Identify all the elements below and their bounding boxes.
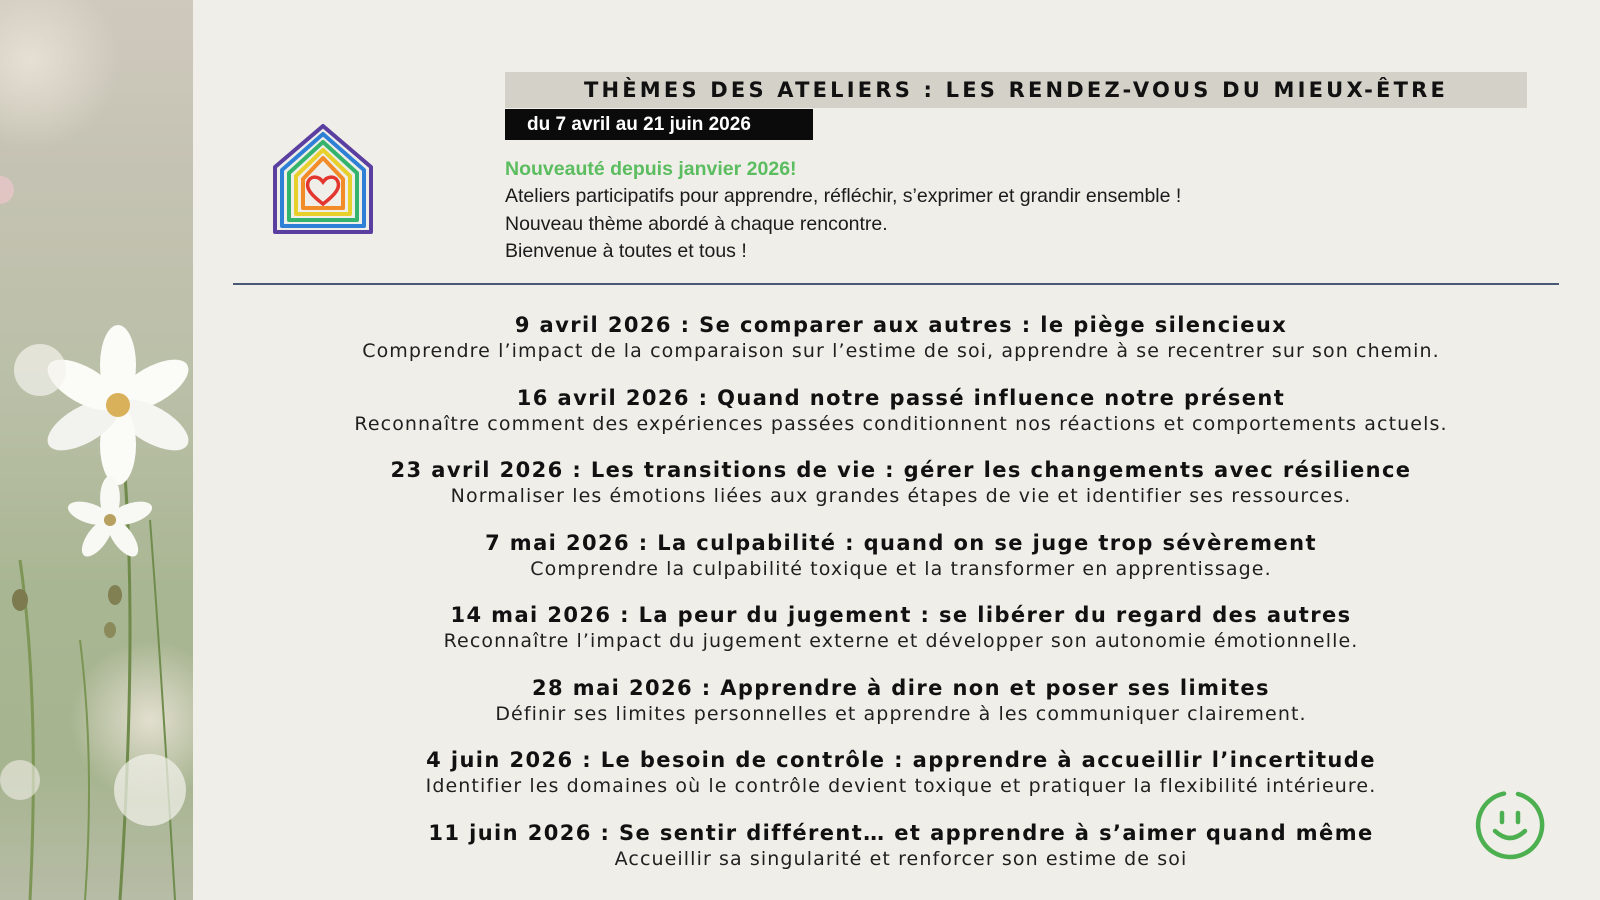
date-range-badge: du 7 avril au 21 juin 2026: [505, 109, 813, 140]
session-title: 7 mai 2026 : La culpabilité : quand on se juge trop sévèrement: [485, 530, 1317, 555]
section-divider: [233, 283, 1559, 285]
header-bar: [505, 72, 1527, 108]
session-title: 9 avril 2026 : Se comparer aux autres : le piège silencieux: [514, 313, 1288, 337]
session-title: 28 mai 2026 : Apprendre à dire non et poser ses limites: [532, 675, 1270, 700]
session-title: 11 juin 2026 : Se sentir différent… et apprendre à s’aimer quand même: [428, 820, 1374, 845]
session-title: 16 avril 2026 : Quand notre passé influence notre présent: [516, 385, 1286, 410]
flower-illustration: [0, 0, 193, 900]
intro-line: Nouveau thème abordé à chaque rencontre.: [505, 212, 888, 235]
session-item: [233, 602, 1569, 675]
session-item: [233, 385, 1569, 458]
session-description: Comprendre l’impact de la comparaison sur l’estime de soi, apprendre à se recentrer sur son chemin.: [362, 340, 1440, 362]
session-description: Identifier les domaines où le contrôle devient toxique et pratiquer la flexibilité intérieure.: [425, 775, 1377, 797]
announcement-text: Nouveauté depuis janvier 2026!: [505, 158, 797, 180]
rainbow-house-heart-icon: [270, 122, 376, 236]
intro-line: Ateliers participatifs pour apprendre, réfléchir, s’exprimer et grandir ensemble !: [505, 185, 1182, 207]
session-description: Accueillir sa singularité et renforcer son estime de soi: [614, 847, 1188, 870]
session-description: Reconnaître l’impact du jugement externe et développer son autonomie émotionnelle.: [443, 630, 1359, 652]
session-item: [233, 747, 1569, 820]
smiley-face-icon: [1474, 789, 1546, 861]
session-description: Normaliser les émotions liées aux grandes étapes de vie et identifier ses ressources.: [450, 485, 1352, 507]
session-description: Définir ses limites personnelles et apprendre à les communiquer clairement.: [495, 702, 1307, 725]
side-flower-photo: [0, 0, 193, 900]
session-description: Comprendre la culpabilité toxique et la transformer en apprentissage.: [530, 557, 1272, 580]
page-title: THÈMES DES ATELIERS : LES RENDEZ-VOUS DU MIEUX-ÊTRE: [583, 78, 1449, 102]
session-item: [233, 457, 1569, 530]
session-list: [233, 312, 1569, 892]
session-item: [233, 820, 1569, 893]
session-item: [233, 530, 1569, 603]
session-title: 23 avril 2026 : Les transitions de vie : gérer les changements avec résilience: [390, 458, 1412, 482]
session-item: [233, 312, 1569, 385]
session-description: Reconnaître comment des expériences passées conditionnent nos réactions et comportements actuels.: [354, 412, 1448, 435]
intro-section: [505, 156, 1505, 266]
session-item: [233, 675, 1569, 748]
session-title: 14 mai 2026 : La peur du jugement : se libérer du regard des autres: [450, 603, 1352, 627]
intro-line: Bienvenue à toutes et tous !: [505, 240, 747, 262]
session-title: 4 juin 2026 : Le besoin de contrôle : apprendre à accueillir l’incertitude: [426, 748, 1376, 772]
